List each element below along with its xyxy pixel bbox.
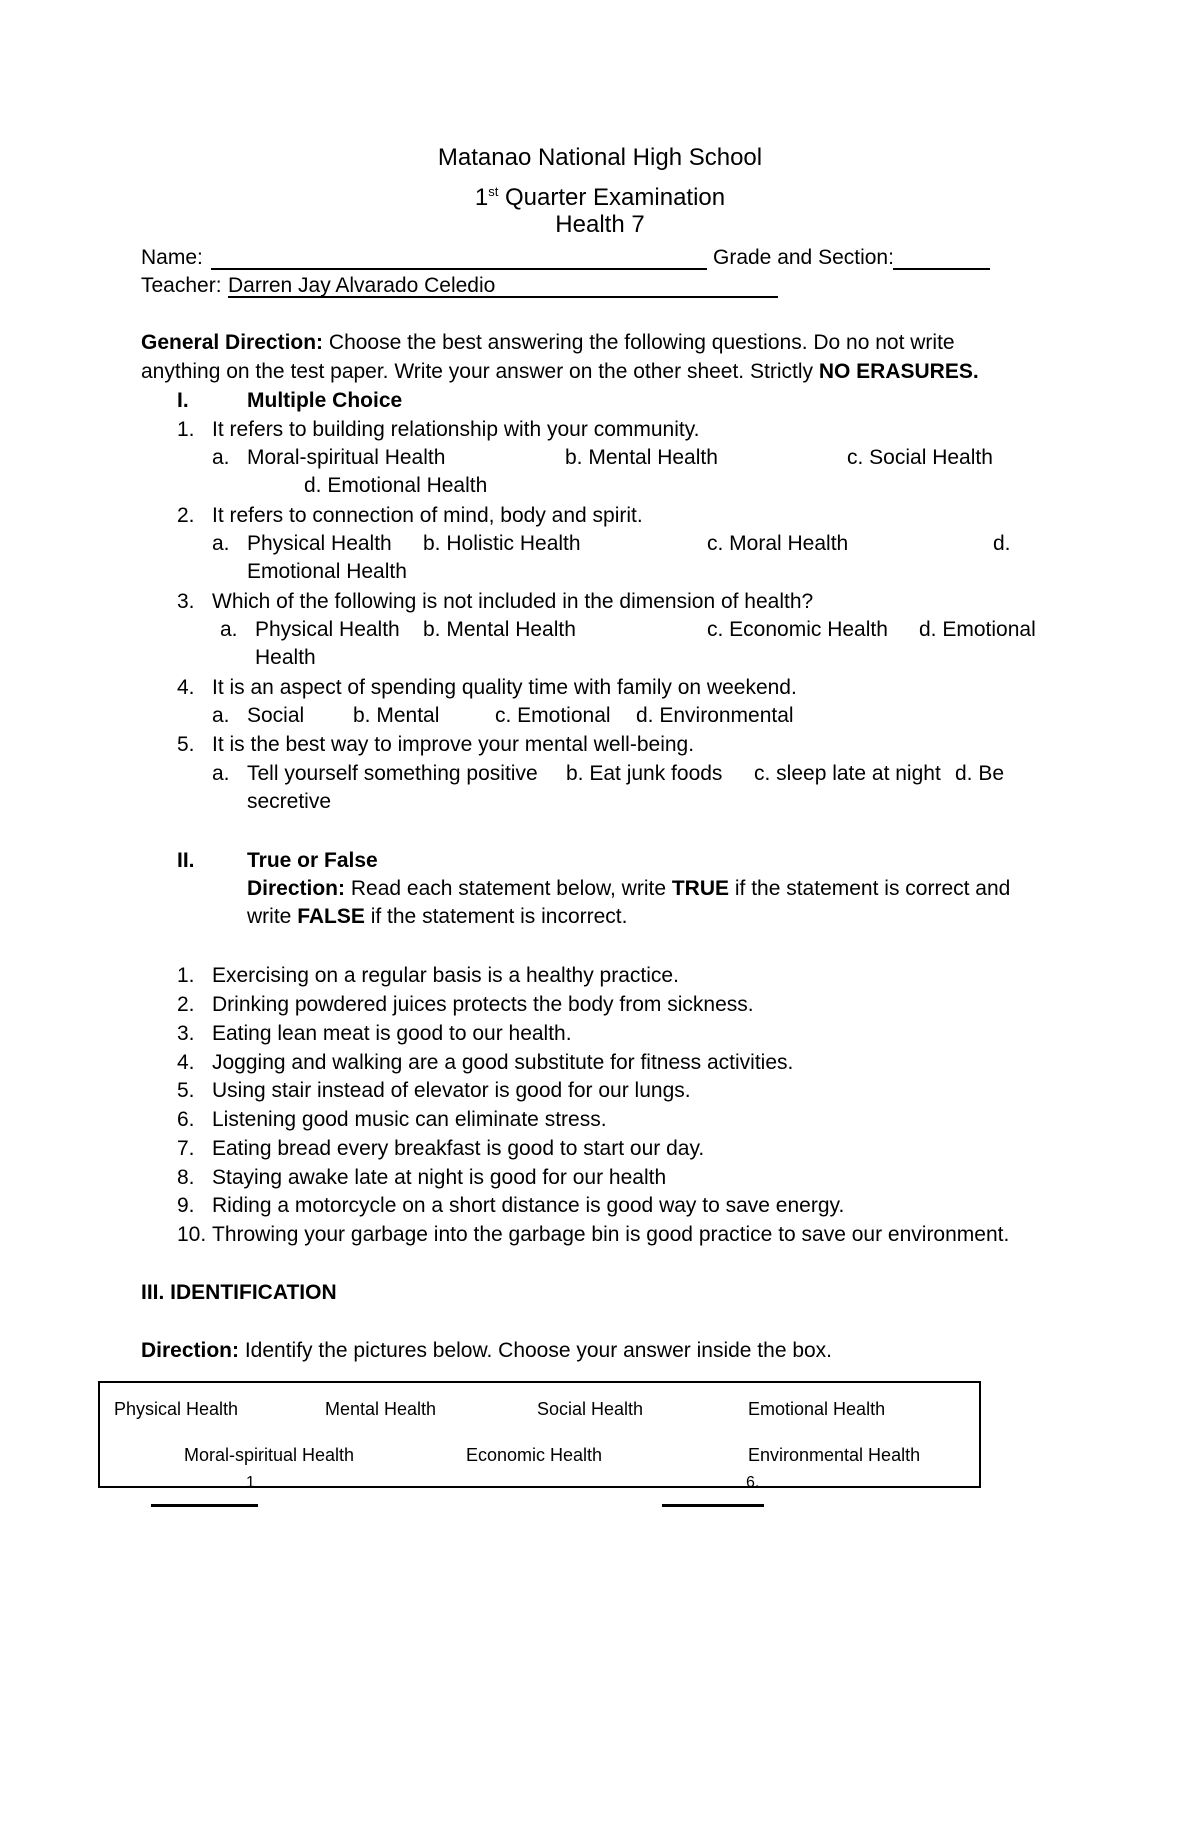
q5-a-label: a.	[212, 762, 230, 785]
q4-option-a: Social	[247, 704, 305, 727]
blank-6-number: 6.	[746, 1475, 760, 1487]
teacher-name: Darren Jay Alvarado Celedio	[228, 274, 496, 297]
answer-choices-box	[98, 1381, 981, 1488]
q2-option-d: Emotional Health	[247, 560, 407, 583]
q5-option-d: d. Be	[955, 762, 1005, 785]
q4-option-d: d. Environmental	[636, 704, 794, 727]
choice-environmental-health: Environmental Health	[748, 1445, 921, 1465]
grade-section-blank[interactable]	[893, 268, 990, 270]
tf-item-6: 6. Listening good music can eliminate stress.	[177, 1108, 607, 1131]
choice-moral-spiritual-health: Moral-spiritual Health	[184, 1445, 355, 1465]
q4-option-b: b. Mental	[353, 704, 440, 727]
grade-section-label: Grade and Section:	[713, 246, 894, 269]
q5-option-a: Tell yourself something positive	[247, 762, 538, 785]
quarter-title: 1st Quarter Examination	[474, 184, 726, 211]
tf-item-1: 1. Exercising on a regular basis is a healthy practice.	[177, 964, 679, 987]
general-direction-line1: General Direction: Choose the best answering the following questions. Do no not write	[141, 331, 955, 354]
tf-item-5: 5. Using stair instead of elevator is good for our lungs.	[177, 1079, 691, 1102]
q1-a-label: a.	[212, 446, 230, 469]
answer-blank-6[interactable]	[662, 1504, 764, 1507]
choice-social-health: Social Health	[537, 1399, 644, 1419]
school-name: Matanao National High School	[437, 144, 763, 171]
q5-option-d-cont: secretive	[247, 790, 332, 813]
q3-a-label: a.	[220, 618, 238, 641]
tf-item-4: 4. Jogging and walking are a good substitute for fitness activities.	[177, 1051, 794, 1074]
q3-option-d-cont: Health	[255, 646, 316, 669]
q2-d-label: d.	[993, 532, 1011, 555]
answer-blank-1[interactable]	[151, 1504, 258, 1507]
part3-title: III. IDENTIFICATION	[141, 1281, 337, 1304]
part2-numeral: II.	[177, 849, 195, 872]
choice-physical-health: Physical Health	[114, 1399, 239, 1419]
q1-option-b: b. Mental Health	[565, 446, 718, 469]
q2-option-c: c. Moral Health	[707, 532, 849, 555]
q1-number: 1.	[177, 418, 195, 441]
part1-title: Multiple Choice	[247, 389, 403, 412]
q3-option-c: c. Economic Health	[707, 618, 888, 641]
q2-a-label: a.	[212, 532, 230, 555]
tf-item-7: 7. Eating bread every breakfast is good to start our day.	[177, 1137, 705, 1160]
part2-direction-line2: write FALSE if the statement is incorrect.	[247, 905, 628, 928]
q1-option-a: Moral-spiritual Health	[247, 446, 446, 469]
choice-emotional-health: Emotional Health	[748, 1399, 886, 1419]
teacher-underline	[228, 296, 778, 298]
name-label: Name:	[141, 246, 203, 269]
tf-item-2: 2. Drinking powdered juices protects the body from sickness.	[177, 993, 754, 1016]
q3-option-b: b. Mental Health	[423, 618, 576, 641]
teacher-label: Teacher:	[141, 274, 222, 297]
part3-direction: Direction: Identify the pictures below. Choose your answer inside the box.	[141, 1339, 833, 1362]
q4-text: It is an aspect of spending quality time with family on weekend.	[212, 676, 797, 699]
q5-option-c: c. sleep late at night	[754, 762, 941, 785]
blank-1-number: 1	[246, 1475, 255, 1487]
q4-number: 4.	[177, 676, 195, 699]
tf-item-8: 8. Staying awake late at night is good for our health	[177, 1166, 667, 1189]
choice-mental-health: Mental Health	[325, 1399, 437, 1419]
q4-a-label: a.	[212, 704, 230, 727]
part2-direction-line1: Direction: Read each statement below, write TRUE if the statement is correct and	[247, 877, 1011, 900]
q3-option-a: Physical Health	[255, 618, 400, 641]
name-blank[interactable]	[211, 268, 707, 270]
q2-option-a: Physical Health	[247, 532, 392, 555]
q5-text: It is the best way to improve your mental well-being.	[212, 733, 695, 756]
q3-option-d: d. Emotional	[919, 618, 1036, 641]
q1-option-c: c. Social Health	[847, 446, 993, 469]
choice-economic-health: Economic Health	[466, 1445, 603, 1465]
q3-number: 3.	[177, 590, 195, 613]
q2-option-b: b. Holistic Health	[423, 532, 581, 555]
q5-option-b: b. Eat junk foods	[566, 762, 723, 785]
tf-item-9: 9. Riding a motorcycle on a short distance is good way to save energy.	[177, 1194, 845, 1217]
part2-title: True or False	[247, 849, 378, 872]
general-direction-line2: anything on the test paper. Write your answer on the other sheet. Strictly NO ERASURES.	[141, 360, 979, 383]
q2-text: It refers to connection of mind, body and spirit.	[212, 504, 643, 527]
part1-numeral: I.	[177, 389, 189, 412]
tf-item-3: 3. Eating lean meat is good to our health.	[177, 1022, 572, 1045]
q5-number: 5.	[177, 733, 195, 756]
q3-text: Which of the following is not included in the dimension of health?	[212, 590, 814, 613]
q1-text: It refers to building relationship with your community.	[212, 418, 700, 441]
tf-item-10: 10. Throwing your garbage into the garbage bin is good practice to save our environment.	[177, 1223, 1010, 1246]
q4-option-c: c. Emotional	[495, 704, 611, 727]
subject-title: Health 7	[555, 211, 645, 238]
q2-number: 2.	[177, 504, 195, 527]
q1-option-d: d. Emotional Health	[304, 474, 488, 497]
